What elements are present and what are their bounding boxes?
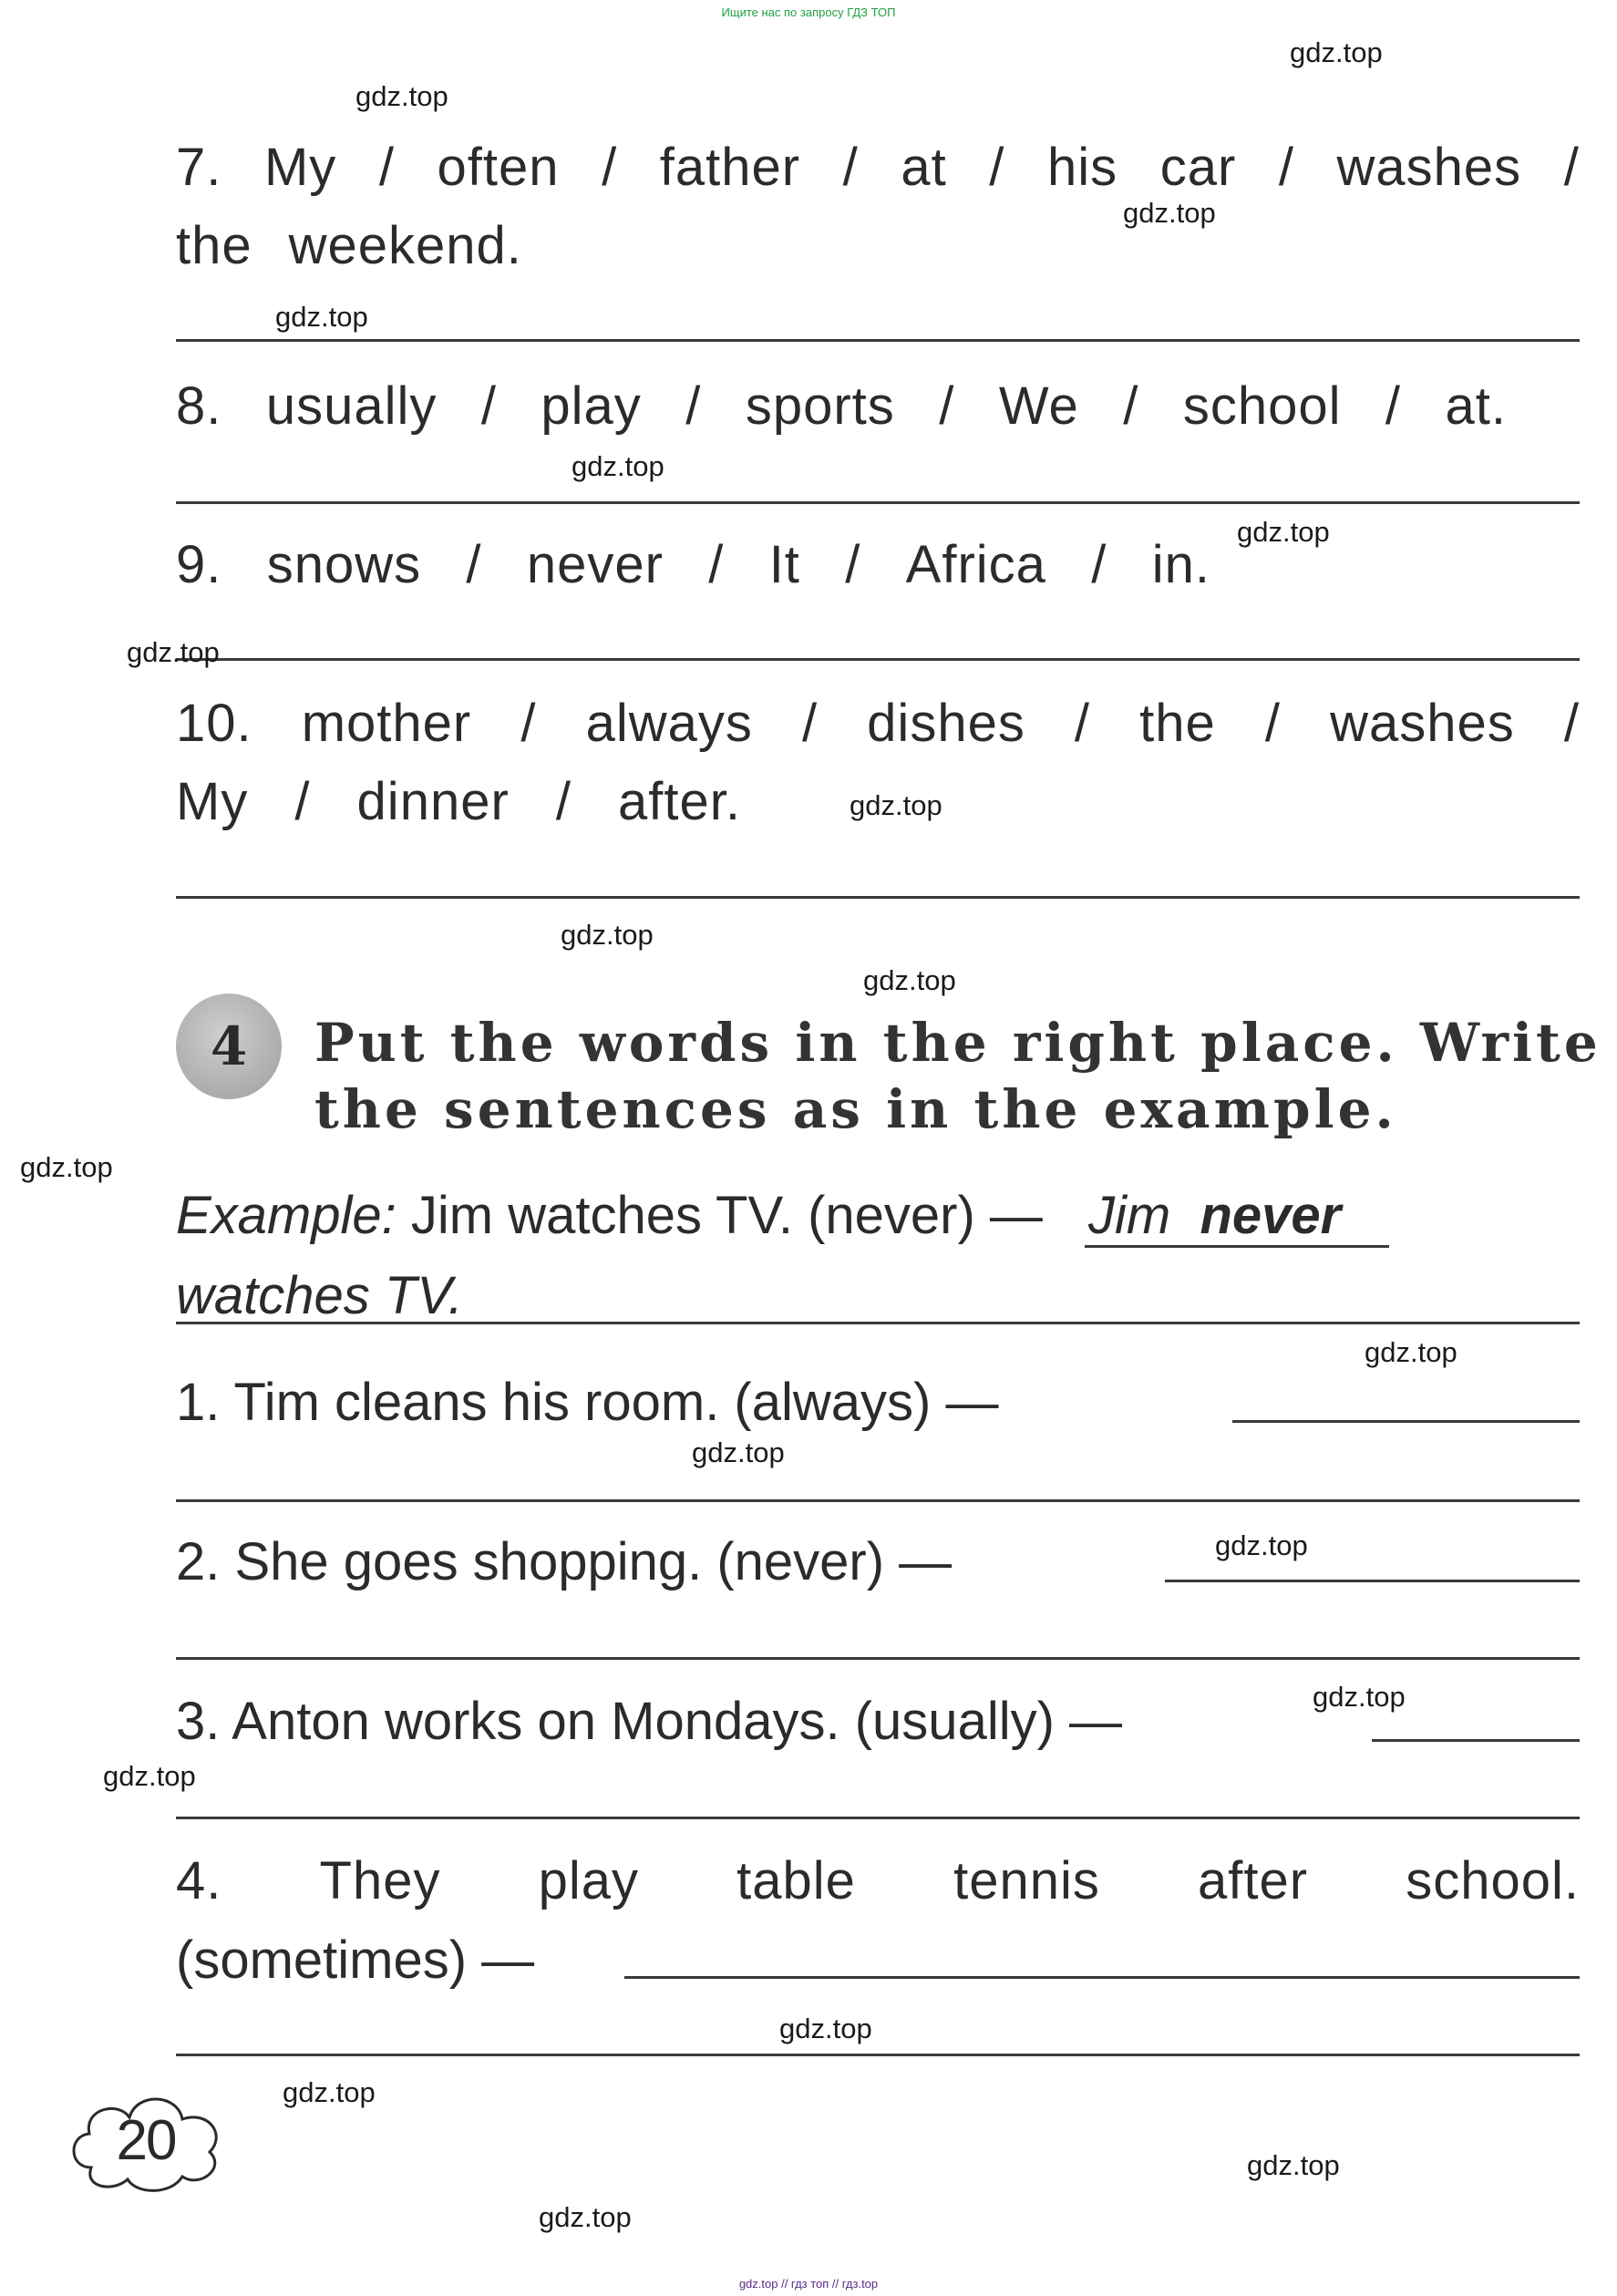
task4-item-text: (sometimes) — bbox=[176, 1930, 535, 1990]
word: usually bbox=[265, 376, 438, 436]
word: the bbox=[1139, 694, 1216, 753]
word: / bbox=[1123, 376, 1139, 436]
example-answer-cont: watches TV. bbox=[176, 1266, 463, 1325]
answer-line bbox=[176, 896, 1580, 899]
task-title-line1: Put the words in the right place. Write bbox=[314, 1012, 1602, 1074]
word: always bbox=[585, 694, 753, 753]
word: / bbox=[708, 535, 725, 594]
answer-line bbox=[176, 1499, 1580, 1502]
word: / bbox=[685, 376, 702, 436]
word: / bbox=[1074, 694, 1091, 753]
word: They bbox=[319, 1851, 441, 1910]
word: after bbox=[1198, 1851, 1309, 1910]
task4-item-text: 2. She goes shopping. (never) — bbox=[176, 1532, 953, 1591]
task-title-line2: the sentences as in the example. bbox=[314, 1078, 1397, 1140]
watermark-text: gdz.top bbox=[850, 789, 942, 821]
word: play bbox=[541, 376, 642, 436]
word: / bbox=[480, 376, 497, 436]
watermark-text: gdz.top bbox=[283, 2076, 376, 2108]
answer-line bbox=[176, 1817, 1580, 1819]
word: play bbox=[538, 1851, 640, 1910]
example-answer bbox=[1085, 1186, 1389, 1248]
answer-line bbox=[176, 658, 1580, 661]
answer-line bbox=[176, 501, 1580, 504]
word: after. bbox=[618, 772, 741, 831]
word: My bbox=[263, 138, 337, 197]
word: We bbox=[998, 376, 1079, 436]
word: in. bbox=[1151, 535, 1210, 594]
word: table bbox=[736, 1851, 856, 1910]
word: mother bbox=[301, 694, 472, 753]
word: / bbox=[1385, 376, 1402, 436]
word: snows bbox=[266, 535, 422, 594]
task4-item-4-line2 bbox=[176, 1930, 1580, 1991]
word: his bbox=[1046, 138, 1118, 197]
watermark-text: gdz.top bbox=[863, 964, 956, 996]
watermark-text: gdz.top bbox=[572, 450, 664, 482]
example-line2 bbox=[176, 1265, 1580, 1326]
word: / bbox=[602, 138, 618, 197]
page-number-cloud bbox=[64, 2081, 228, 2199]
task4-item-2 bbox=[176, 1531, 1580, 1592]
example-line1 bbox=[176, 1185, 1580, 1246]
watermark-text: gdz.top bbox=[127, 636, 220, 668]
answer-line bbox=[1232, 1420, 1580, 1423]
watermark-text: gdz.top bbox=[1313, 1681, 1406, 1713]
watermark-text: gdz.top bbox=[1365, 1336, 1457, 1368]
word: / bbox=[801, 694, 819, 753]
word: dishes bbox=[867, 694, 1025, 753]
word: / bbox=[520, 694, 537, 753]
watermark-text: gdz.top bbox=[1290, 36, 1383, 68]
word: / bbox=[555, 772, 572, 831]
watermark-text: gdz.top bbox=[355, 80, 448, 112]
word: 9. bbox=[176, 535, 222, 594]
watermark-text: gdz.top bbox=[20, 1151, 113, 1183]
word: Africa bbox=[905, 535, 1046, 594]
task3-item-7-line2 bbox=[176, 215, 1580, 276]
word: / bbox=[466, 535, 482, 594]
word: 8. bbox=[176, 376, 222, 436]
watermark-text: gdz.top bbox=[103, 1760, 196, 1792]
word: / bbox=[845, 535, 861, 594]
word: / bbox=[939, 376, 955, 436]
word: It bbox=[768, 535, 800, 594]
example-answer-part: Jim bbox=[1088, 1186, 1171, 1245]
task4-item-text: 3. Anton works on Mondays. (usually) — bbox=[176, 1692, 1123, 1751]
answer-line bbox=[624, 1976, 1580, 1979]
word: / bbox=[1278, 138, 1294, 197]
page-number: 20 bbox=[116, 2108, 176, 2172]
word: school bbox=[1182, 376, 1342, 436]
watermark-text: gdz.top bbox=[1215, 1529, 1308, 1561]
bottom-note: gdz.top // гдз топ // гдз.top bbox=[738, 2277, 879, 2291]
task3-item-7-line1 bbox=[176, 137, 1580, 198]
task-number-badge: 4 bbox=[176, 994, 282, 1099]
word: / bbox=[1091, 535, 1107, 594]
word: dinner bbox=[356, 772, 510, 831]
answer-line bbox=[1165, 1580, 1580, 1582]
word: never bbox=[526, 535, 664, 594]
word: 7. bbox=[176, 138, 222, 197]
watermark-text: gdz.top bbox=[1123, 197, 1216, 229]
word: / bbox=[294, 772, 311, 831]
watermark-text: gdz.top bbox=[1237, 516, 1330, 548]
word: weekend. bbox=[288, 216, 522, 275]
word: tennis bbox=[953, 1851, 1100, 1910]
word: 4. bbox=[176, 1851, 222, 1910]
word: car bbox=[1159, 138, 1237, 197]
word: / bbox=[842, 138, 859, 197]
word: often bbox=[437, 138, 560, 197]
watermark-text: gdz.top bbox=[779, 2013, 872, 2044]
answer-line bbox=[176, 1322, 1580, 1324]
task4-item-4-line1 bbox=[176, 1850, 1580, 1911]
answer-line bbox=[176, 2054, 1580, 2056]
task4-item-1 bbox=[176, 1372, 1580, 1433]
word: washes bbox=[1330, 694, 1515, 753]
word: at. bbox=[1445, 376, 1507, 436]
answer-line bbox=[1372, 1739, 1580, 1742]
word: at bbox=[901, 138, 947, 197]
example-label: Example: bbox=[176, 1186, 397, 1245]
watermark-text: gdz.top bbox=[539, 2201, 632, 2233]
task3-item-9 bbox=[176, 534, 1210, 595]
task3-item-10-line1 bbox=[176, 693, 1580, 754]
word: / bbox=[989, 138, 1005, 197]
task3-item-10-line2 bbox=[176, 771, 741, 832]
watermark-text: gdz.top bbox=[1247, 2149, 1340, 2181]
watermark-text: gdz.top bbox=[692, 1436, 785, 1468]
example-sentence: Jim watches TV. (never) — bbox=[410, 1186, 1043, 1245]
word: father bbox=[659, 138, 801, 197]
word: school. bbox=[1406, 1851, 1580, 1910]
word: / bbox=[1264, 694, 1281, 753]
example-answer-adverb: never bbox=[1200, 1186, 1342, 1245]
word: / bbox=[1563, 138, 1580, 197]
answer-line bbox=[176, 1657, 1580, 1660]
word: 10. bbox=[176, 694, 252, 753]
word: / bbox=[1563, 694, 1580, 753]
top-search-note: Ищите нас по запросу ГДЗ ТОП bbox=[721, 5, 896, 19]
watermark-text: gdz.top bbox=[561, 919, 654, 951]
word: the bbox=[176, 216, 252, 275]
word: sports bbox=[745, 376, 895, 436]
word: washes bbox=[1336, 138, 1522, 197]
word: My bbox=[176, 772, 249, 831]
task4-item-text: 1. Tim cleans his room. (always) — bbox=[176, 1373, 999, 1432]
task3-item-8 bbox=[176, 376, 1507, 437]
watermark-text: gdz.top bbox=[275, 301, 368, 333]
answer-line bbox=[176, 339, 1580, 342]
word: / bbox=[378, 138, 395, 197]
